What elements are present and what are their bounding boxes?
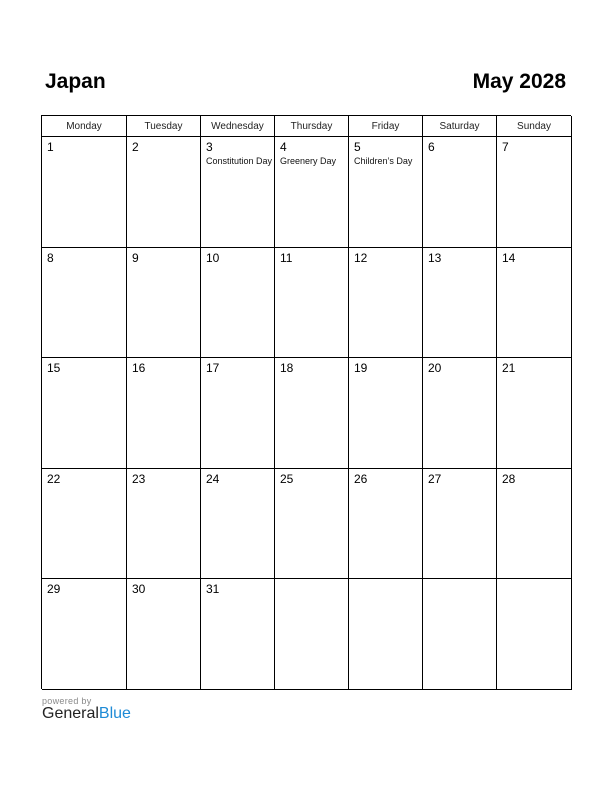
page-title-country: Japan [45, 70, 106, 93]
day-number: 6 [428, 140, 435, 154]
day-cell-empty [349, 579, 423, 690]
day-number: 20 [428, 361, 442, 375]
day-number: 14 [502, 251, 516, 265]
day-number: 1 [47, 140, 54, 154]
day-number: 25 [280, 472, 294, 486]
day-number: 15 [47, 361, 61, 375]
day-number: 26 [354, 472, 368, 486]
day-cell [42, 358, 127, 469]
day-cell [349, 358, 423, 469]
weekday-header-thursday: Thursday [275, 116, 349, 137]
day-cell-empty [497, 579, 572, 690]
day-cell [201, 579, 275, 690]
page-title-month: May 2028 [472, 70, 566, 93]
day-number: 8 [47, 251, 54, 265]
day-cell [275, 248, 349, 358]
day-cell [201, 469, 275, 579]
day-cell [275, 469, 349, 579]
day-cell [497, 137, 572, 248]
holiday-label: Children’s Day [354, 156, 413, 166]
day-cell [127, 137, 201, 248]
day-number: 13 [428, 251, 442, 265]
day-number: 2 [132, 140, 139, 154]
day-cell [201, 137, 275, 248]
footer-branding [42, 696, 131, 723]
day-number: 17 [206, 361, 220, 375]
weekday-header-sunday: Sunday [497, 116, 572, 137]
weekday-header-wednesday: Wednesday [201, 116, 275, 137]
holiday-label: Constitution Day [206, 156, 273, 166]
generalblue-logo [42, 705, 131, 723]
day-number: 3 [206, 140, 213, 154]
day-cell [497, 248, 572, 358]
day-number: 30 [132, 582, 146, 596]
powered-by-text: powered by [42, 696, 92, 706]
day-number: 11 [280, 251, 293, 265]
day-cell [127, 469, 201, 579]
day-number: 5 [354, 140, 361, 154]
holiday-label: Greenery Day [280, 156, 337, 166]
day-number: 28 [502, 472, 516, 486]
day-cell [42, 579, 127, 690]
day-number: 10 [206, 251, 220, 265]
day-cell [201, 248, 275, 358]
logo-text-blue: Blue [98, 705, 131, 722]
day-number: 23 [132, 472, 146, 486]
day-cell [423, 248, 497, 358]
weekday-header-friday: Friday [349, 116, 423, 137]
day-cell [201, 358, 275, 469]
day-cell [349, 248, 423, 358]
day-number: 16 [132, 361, 146, 375]
day-number: 9 [132, 251, 139, 265]
day-cell [127, 579, 201, 690]
day-cell [42, 137, 127, 248]
day-number: 22 [47, 472, 61, 486]
day-number: 7 [502, 140, 509, 154]
day-cell [497, 469, 572, 579]
day-number: 24 [206, 472, 220, 486]
day-number: 19 [354, 361, 368, 375]
day-cell [349, 137, 423, 248]
day-number: 29 [47, 582, 61, 596]
day-number: 4 [280, 140, 287, 154]
day-cell [497, 358, 572, 469]
day-cell-empty [423, 579, 497, 690]
day-cell [423, 137, 497, 248]
weekday-header-monday: Monday [42, 116, 127, 137]
day-cell-empty [275, 579, 349, 690]
day-cell [42, 248, 127, 358]
day-number: 31 [206, 582, 220, 596]
calendar-grid [41, 115, 571, 689]
day-cell [42, 469, 127, 579]
day-cell [349, 469, 423, 579]
day-cell [127, 358, 201, 469]
day-cell [275, 137, 349, 248]
day-number: 18 [280, 361, 294, 375]
day-number: 12 [354, 251, 368, 265]
weekday-header-tuesday: Tuesday [127, 116, 201, 137]
day-cell [423, 358, 497, 469]
logo-text-general: General [42, 705, 99, 722]
day-number: 27 [428, 472, 442, 486]
day-number: 21 [502, 361, 516, 375]
day-cell [423, 469, 497, 579]
day-cell [275, 358, 349, 469]
day-cell [127, 248, 201, 358]
weekday-header-saturday: Saturday [423, 116, 497, 137]
